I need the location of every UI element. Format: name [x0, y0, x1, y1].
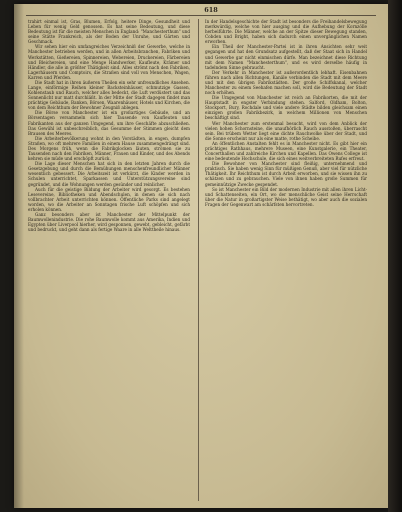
- page-number: 618: [204, 6, 218, 14]
- left-paragraph-1: trahirt einmal ist, Gras, Blumen, Erfolg, heitere Dinge, Gesundheit und Leben für wenig Geld genossen. Es hat seine Bedeutung, und diese Bedeutung ist für die meisten Menschen in England: "Manchesterthum" und seine Stätte Frankreich, als der Boden der Unruhe, und Gärten und Geschmack.: [28, 19, 190, 45]
- right-paragraph-5: Wer Manchester zum erstenmal besucht, wird von dem Anblick der vielen hohen Schornsteine, die unaufhörlich Rauch ausstoßen, überrascht sein. Bei trübem Wetter liegt eine dichte Rauchwolke über der Stadt, und die Sonne erscheint nur als eine matte, rothe Scheibe.: [205, 120, 367, 141]
- left-paragraph-4: Die Börse von Manchester ist ein großartiges Gebäude, und an Börsentagen versammeln sich hier Tausende von Kaufleuten und Fabrikanten aus der ganzen Umgegend, um ihre Geschäfte abzuschließen. Das Gewühl ist unbeschreiblich, das Gesumme der Stimmen gleicht dem Brausen des Meeres.: [28, 110, 190, 136]
- right-paragraph-7: Die Bewohner von Manchester sind fleißig, unternehmend und praktisch. Sie haben wenig Sinn für müßigen Genuß, aber viel für nützliche Thätigkeit. Ihr Reichthum ist durch Arbeit erworben, und sie wissen ihn zu schätzen und zu gebrauchen. Viele von ihnen haben große Summen für gemeinnützige Zwecke gespendet.: [205, 161, 367, 187]
- left-paragraph-5: Die Arbeiterbevölkerung wohnt in den Vorstädten, in engen, dumpfen Straßen, wo oft mehrere Familien in einem Hause zusammengedrängt sind. Des Morgens früh, wenn die Fabrikglocken läuten, strömen sie zu Tausenden nach den Fabriken, Männer, Frauen und Kinder, und des Abends kehren sie müde und erschöpft zurück.: [28, 135, 190, 162]
- right-paragraph-3: Der Verkehr in Manchester ist außerordentlich lebhaft. Eisenbahnen führen nach allen Richtungen, Kanäle verbinden die Stadt mit dem Meere und mit den übrigen Fabrikstädten. Der große Schiffskanal, welcher Manchester zu einem Seehafen machen soll, wird die Bedeutung der Stadt noch erhöhen.: [205, 69, 367, 96]
- right-paragraph-8: So ist Manchester ein Bild der modernen Industrie mit allen ihren Licht- und Schattenseiten, ein Ort, wo der menschliche Geist seine Herrschaft über die Natur in großartigster Weise bethätigt, wo aber auch die sozialen Fragen der Gegenwart am schärfsten hervortreten.: [205, 186, 367, 207]
- right-paragraph-6: An öffentlichen Anstalten fehlt es in Manchester nicht. Es gibt hier ein prächtiges Rathhaus, mehrere Museen, eine Kunstgalerie, ein Theater, Concerthallen und zahlreiche Kirchen und Kapellen. Das Owens College ist eine bedeutende Hochschule, die sich eines weitverbreiteten Rufes erfreut.: [205, 140, 367, 162]
- right-paragraph-2: Ein Theil der Manchester-Partei ist in ihren Ansichten sehr weit gegangen und hat den Grundsatz aufgestellt, daß der Staat sich in Handel und Gewerbe gar nicht einmischen dürfe. Man bezeichnet diese Richtung mit dem Namen "Manchesterthum", und es wird derselbe häufig in tadelndem Sinne gebraucht.: [205, 44, 367, 70]
- right-paragraph-4: Die Umgegend von Manchester ist reich an Fabrikorten, die mit der Hauptstadt in engster Verbindung stehen. Salford, Oldham, Bolton, Stockport, Bury, Rochdale und viele andere Städte bilden gleichsam einen einzigen großen Fabrikbezirk, in welchem Millionen von Menschen beschäftigt sind.: [205, 95, 367, 121]
- right-paragraph-1: In der Handelsgeschichte der Stadt ist besonders die Freihandelsbewegung merkwürdig, welche von hier ausging und die Aufhebung der Kornzölle herbeiführte. Die Männer, welche an der Spitze dieser Bewegung standen, Cobden und Bright, haben sich dadurch einen unvergänglichen Namen erworben.: [205, 19, 367, 45]
- page-gutter-shadow: [14, 4, 24, 508]
- left-text-column: [28, 19, 190, 501]
- column-divider: [198, 19, 199, 501]
- right-text-column: [205, 19, 367, 501]
- header-rule: [26, 15, 376, 16]
- left-paragraph-8: Ganz besonders aber ist Manchester der Mittelpunkt der Baumwollenindustrie. Die rohe Baumwolle kommt aus Amerika, Indien und Egypten über Liverpool hierher, wird gesponnen, gewebt, gebleicht, gefärbt und bedruckt, und geht dann als fertige Waare in alle Welttheile hinaus.: [28, 211, 190, 233]
- left-paragraph-6: Die Lage dieser Menschen hat sich in den letzten Jahren durch die Gesetzgebung und durch die Bemühungen menschenfreundlicher Männer wesentlich gebessert. Die Arbeitszeit ist verkürzt, die Kinder werden in Schulen unterrichtet, Sparkassen und Unterstützungsvereine sind gegründet, und die Wohnungen werden gesünder und reinlicher.: [28, 161, 190, 187]
- left-paragraph-3: Die Stadt hat in ihren äußeren Theilen ein sehr unfreundliches Ansehen. Lange, einförmige Reihen kleiner Backsteinhäuser, schmutzige Gassen, Kohlenstaub und Rauch, welcher alles bedeckt, die Luft verdüstert und das Sonnenlicht nur matt durchläßt. In der Mitte der Stadt dagegen findet man prächtige Gebäude, Banken, Börsen, Waarenhäuser, Hotels und Kirchen, die von dem Reichthum der Bewohner Zeugniß ablegen.: [28, 79, 190, 111]
- left-paragraph-7: Auch für die geistige Bildung der Arbeiter wird gesorgt. Es bestehen Lesevereine, Bibliotheken und Abendschulen, in denen sie sich nach vollbrachter Arbeit unterrichten können. Öffentliche Parks sind angelegt worden, wo die Arbeiter an Sonntagen frische Luft schöpfen und sich erholen können.: [28, 186, 190, 212]
- left-paragraph-2: Wir sehen hier ein umfangreiches Verzeichniß der Gewerbe, welche in Manchester betrieben werden, und in allen Arbeitsbranchen, Fabriken und Werkstätten, Gießereien, Spinnereien, Webereien, Druckereien, Färbereien und Bleichereien, und eine Menge Handwerker, Kaufleute, Krämer und Händler, die alle in größter Thätigkeit sind. Alles strömt nach den Fabriken, Lagerhäusern und Comptoirs, die Straßen sind voll von Menschen, Wagen, Karren und Pferden.: [28, 44, 190, 80]
- dark-background-edge: [388, 0, 402, 512]
